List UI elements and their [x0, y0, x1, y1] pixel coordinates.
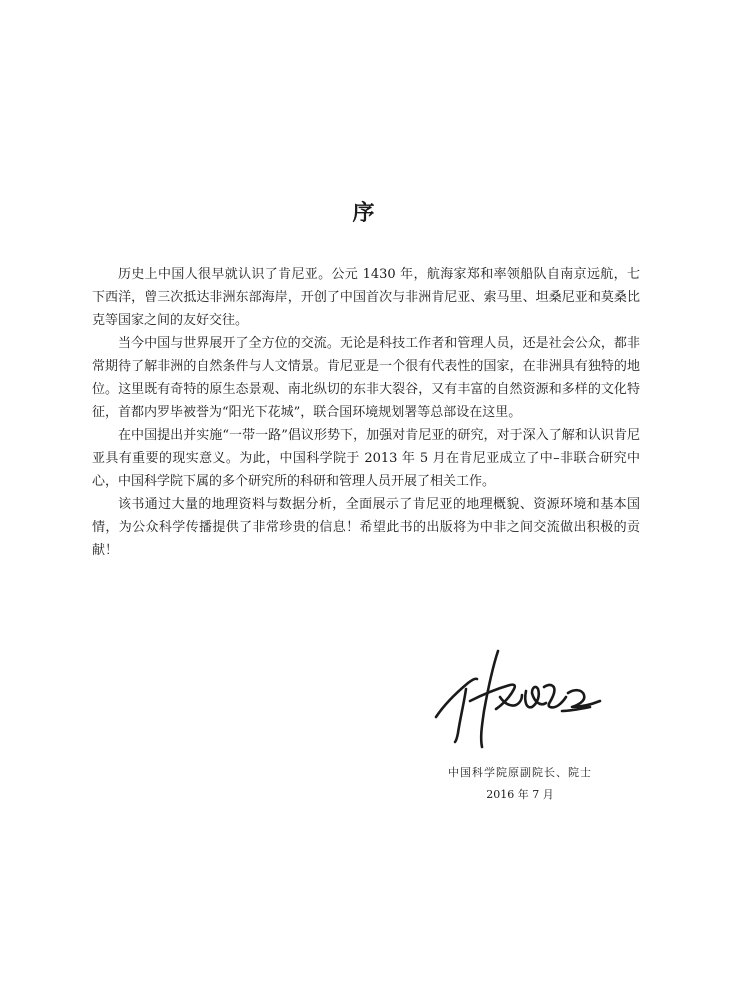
- paragraph-4: 该书通过大量的地理资料与数据分析，全面展示了肯尼亚的地理概貌、资源环境和基本国情，为公众科学传播提供了非常珍贵的信息！希望此书的出版将为中非之间交流做出积极的贡献！: [92, 497, 640, 558]
- signature-date: 2016 年 7 月: [486, 788, 554, 801]
- paragraph-2: 当今中国与世界展开了全方位的交流。无论是科技工作者和管理人员，还是社会公众，都非常期待了解非洲的自然条件与人文情景。肯尼亚是一个很有代表性的国家，在非洲具有独特的地位。这里既有奇特的原生态景观、南北纵切的东非大裂谷，又有丰富的自然资源和多样的文化特征，首都内罗毕被誉为“阳光下花城”，联合国环境规划署等总部设在这里。: [92, 336, 640, 420]
- page-title: 序: [352, 201, 377, 226]
- paragraph-3: 在中国提出并实施“一带一路”倡议形势下，加强对肯尼亚的研究，对于深入了解和认识肯尼亚具有重要的现实意义。为此，中国科学院于 2013 年 5 月在肯尼亚成立了中–非联合研究中心，中国科学院下属的多个研究所的科研和管理人员开展了相关工作。: [92, 428, 640, 489]
- signatory-title: 中国科学院原副院长、院士: [448, 766, 592, 779]
- paragraph-1: 历史上中国人很早就认识了肯尼亚。公元 1430 年，航海家郑和率领船队自南京远航，七下西洋，曾三次抵达非洲东部海岸，开创了中国首次与非洲肯尼亚、索马里、坦桑尼亚和莫桑比克等国家之间的友好交往。: [92, 267, 640, 328]
- handwritten-signature: [430, 645, 605, 755]
- preface-body: [92, 263, 640, 562]
- signature-icon: [430, 645, 605, 755]
